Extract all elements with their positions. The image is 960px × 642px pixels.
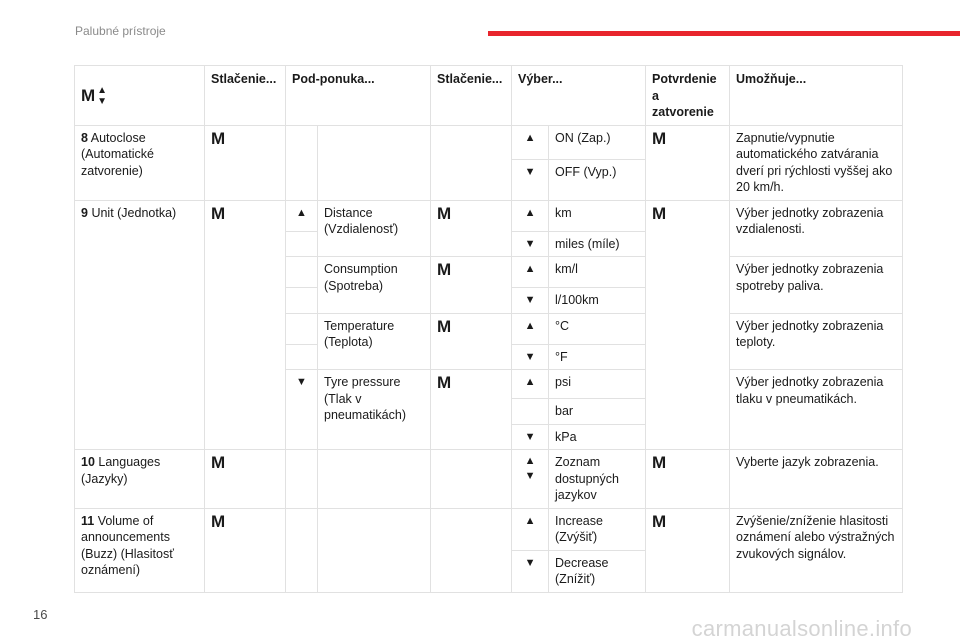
m-button-cell — [205, 125, 286, 200]
setting-description: Zvýšenie/zníženie hlasitosti oznámení alebo výstražných zvukových signálov. — [730, 508, 903, 592]
submenu-label: Tyre pressure (Tlak v pneumatikách) — [318, 370, 431, 450]
option-value: Decrease (Znížiť) — [549, 550, 646, 592]
down-arrow-icon: ▼ — [524, 237, 536, 250]
setting-description: Výber jednotky zobrazenia tlaku v pneumatikách. — [730, 370, 903, 450]
up-arrow-icon: ▲ — [524, 514, 536, 527]
option-value: ON (Zap.) — [549, 125, 646, 159]
option-value: bar — [549, 399, 646, 425]
header-accent-bar — [488, 31, 960, 36]
header-m-updown-icon — [75, 66, 205, 126]
down-arrow-icon: ▼ — [524, 350, 536, 363]
up-arrow-icon: ▲ — [524, 263, 536, 275]
m-button-cell — [646, 450, 730, 509]
col-header-selection: Výber... — [512, 66, 646, 126]
setting-label: 11 Volume of announcements (Buzz) (Hlasitosť oznámení) — [75, 508, 205, 592]
m-button-icon: M — [81, 85, 96, 105]
down-arrow-icon: ▼ — [524, 294, 536, 306]
up-arrow-icon: ▲ — [524, 131, 536, 144]
m-button-cell — [431, 313, 512, 370]
option-value: kPa — [549, 424, 646, 450]
m-button-icon: M — [652, 511, 667, 531]
m-button-icon: M — [437, 260, 452, 279]
submenu-label: Temperature (Teplota) — [318, 313, 431, 370]
m-button-icon: M — [211, 511, 226, 531]
down-arrow-icon: ▼ — [97, 95, 108, 107]
submenu-label: Distance (Vzdialenosť) — [318, 200, 431, 257]
m-button-icon: M — [211, 128, 226, 148]
table-header-row — [75, 66, 903, 126]
page-header-title: Palubné prístroje — [75, 24, 166, 38]
table-row — [75, 450, 903, 509]
m-button-icon: M — [437, 316, 452, 336]
m-button-icon: M — [652, 203, 667, 223]
setting-label: 10 Languages (Jazyky) — [75, 450, 205, 509]
option-value: l/100km — [549, 288, 646, 314]
table-row — [75, 200, 903, 231]
m-button-icon: M — [211, 453, 226, 472]
col-header-confirm: Potvrdenie a zatvorenie — [646, 66, 730, 126]
up-arrow-icon: ▲ — [296, 206, 307, 219]
col-header-submenu: Pod-ponuka... — [286, 66, 431, 126]
page-number: 16 — [33, 607, 48, 622]
up-arrow-icon: ▲ — [524, 206, 536, 219]
setting-description: Výber jednotky zobrazenia teploty. — [730, 313, 903, 370]
setting-description: Výber jednotky zobrazenia spotreby paliva. — [730, 257, 903, 314]
option-value: OFF (Vyp.) — [549, 159, 646, 200]
col-header-allows: Umožňuje... — [730, 66, 903, 126]
col-header-press: Stlačenie... — [205, 66, 286, 126]
setting-description: Vyberte jazyk zobrazenia. — [730, 450, 903, 509]
option-value: °F — [549, 344, 646, 370]
m-button-cell — [431, 200, 512, 257]
m-button-cell — [205, 200, 286, 450]
col-header-press-2: Stlačenie... — [431, 66, 512, 126]
up-arrow-icon: ▲ — [524, 455, 536, 467]
m-button-cell — [646, 200, 730, 450]
option-value: °C — [549, 313, 646, 344]
option-value: psi — [549, 370, 646, 399]
m-button-cell — [431, 370, 512, 450]
m-button-icon: M — [437, 373, 452, 392]
m-button-icon: M — [652, 453, 667, 472]
up-arrow-icon: ▲ — [97, 84, 108, 96]
up-arrow-icon: ▲ — [524, 319, 536, 332]
m-button-cell — [205, 450, 286, 509]
watermark: carmanualsonline.info — [691, 616, 912, 641]
m-button-cell — [431, 257, 512, 314]
table-row — [75, 125, 903, 159]
down-arrow-icon: ▼ — [524, 470, 536, 482]
option-value: Increase (Zvýšiť) — [549, 508, 646, 550]
m-button-cell — [646, 125, 730, 200]
option-value: Zoznam dostupných jazykov — [549, 450, 646, 509]
table-row — [75, 508, 903, 550]
m-button-icon: M — [652, 128, 667, 148]
up-arrow-icon: ▲ — [524, 376, 536, 388]
setting-label: 9 Unit (Jednotka) — [75, 200, 205, 450]
option-value: km/l — [549, 257, 646, 288]
down-arrow-icon: ▼ — [524, 165, 536, 178]
setting-label: 8 Autoclose (Automatické zatvorenie) — [75, 125, 205, 200]
m-button-icon: M — [437, 203, 452, 223]
down-arrow-icon: ▼ — [524, 556, 536, 569]
settings-table — [74, 65, 903, 593]
option-value: miles (míle) — [549, 231, 646, 257]
m-button-icon: M — [211, 203, 226, 223]
setting-description: Výber jednotky zobrazenia vzdialenosti. — [730, 200, 903, 257]
submenu-label: Consumption (Spotreba) — [318, 257, 431, 314]
option-value: km — [549, 200, 646, 231]
setting-description: Zapnutie/vypnutie automatického zatvárania dverí pri rýchlosti vyššej ako 20 km/h. — [730, 125, 903, 200]
down-arrow-icon: ▼ — [524, 430, 536, 443]
down-arrow-icon: ▼ — [296, 376, 307, 388]
m-button-cell — [205, 508, 286, 592]
m-button-cell — [646, 508, 730, 592]
